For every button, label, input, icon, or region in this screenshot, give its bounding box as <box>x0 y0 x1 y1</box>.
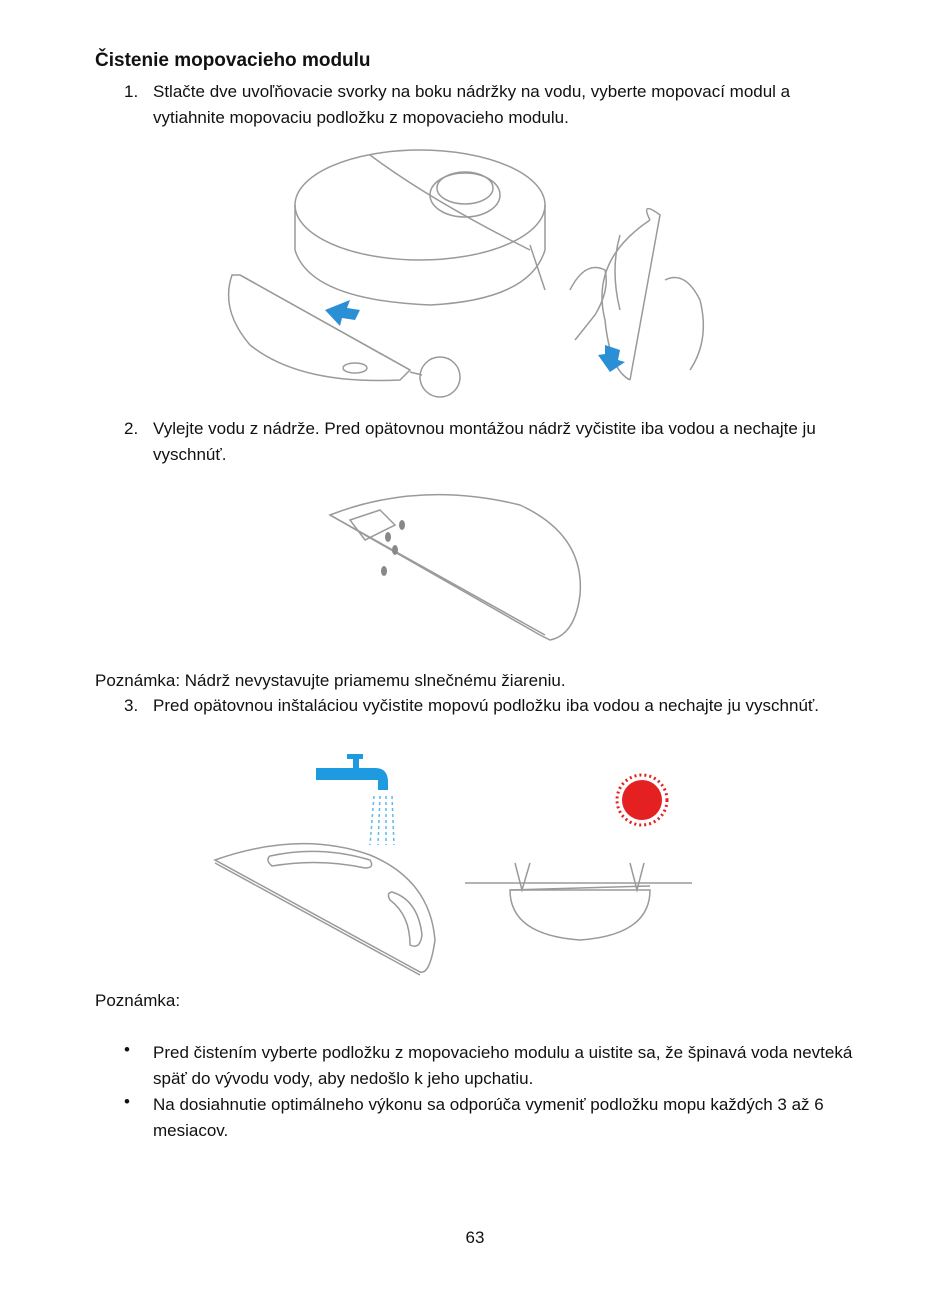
step-3-text: Pred opätovnou inštaláciou vyčistite mopovú podložku iba vodou a nechajte ju vyschnúť. <box>153 696 820 715</box>
bullet-item-2: Na dosiahnutie optimálneho výkonu sa odporúča vymeniť podložku mopu každých 3 až 6 mesiacov. <box>153 1095 824 1140</box>
bullet-symbol: • <box>124 1040 130 1059</box>
step-2-text: Vylejte vodu z nádrže. Pred opätovnou montážou nádrž vyčistite iba vodou a nechajte ju vyschnúť. <box>153 419 816 464</box>
step-1-text: Stlačte dve uvoľňovacie svorky na boku nádržky na vodu, vyberte mopovací modul a vytiahnite mopovaciu podložku z mopovacieho modulu. <box>153 82 791 127</box>
sun-icon <box>617 775 667 825</box>
pad-washing-drying-illustration <box>210 750 700 980</box>
step-2-number: 2. <box>124 419 139 438</box>
note-label: Poznámka: <box>95 991 181 1010</box>
step-3-number: 3. <box>124 696 139 715</box>
arrow-down-icon <box>598 345 625 372</box>
note-sunlight: Poznámka: Nádrž nevystavujte priamemu slnečnému žiareniu. <box>95 671 566 690</box>
bullet-symbol: • <box>124 1092 130 1111</box>
bullet-item-1: Pred čistením vyberte podložku z mopovacieho modulu a uistite sa, že špinavá voda nevteká späť do vývodu vody, aby nedošlo k jeho upchatiu. <box>153 1043 853 1088</box>
section-heading: Čistenie mopovacieho modulu <box>95 50 371 71</box>
arrow-left-down-icon <box>325 300 360 326</box>
mop-module-removal-illustration <box>210 140 730 400</box>
step-1-number: 1. <box>124 82 139 101</box>
water-tank-emptying-illustration <box>320 485 590 650</box>
water-tap-icon <box>316 754 394 845</box>
page-number: 63 <box>465 1228 485 1247</box>
